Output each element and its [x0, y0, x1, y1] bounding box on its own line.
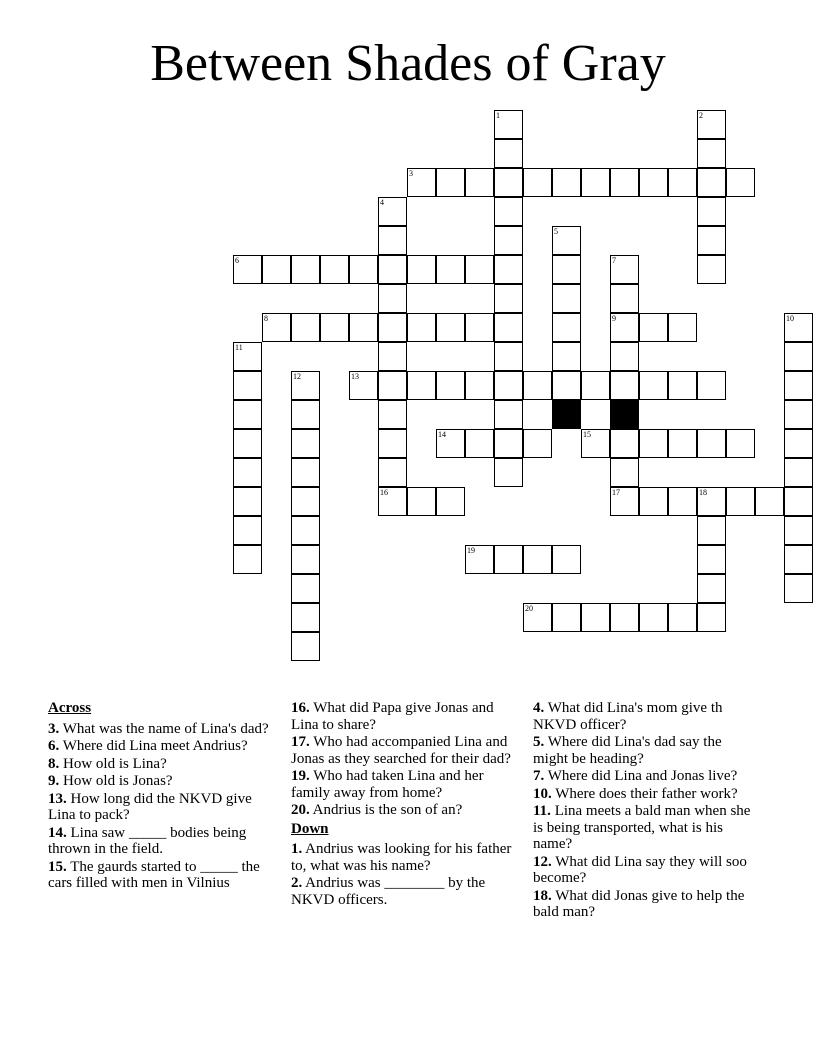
clue — [48, 773, 280, 790]
grid-cell[interactable] — [233, 545, 262, 574]
clue — [48, 756, 280, 773]
grid-cell[interactable] — [378, 197, 407, 226]
grid-cell[interactable] — [726, 487, 755, 516]
grid-cell[interactable] — [697, 168, 726, 197]
grid-cell[interactable] — [697, 487, 726, 516]
clue-number-label: 10. — [533, 785, 552, 802]
grid-cell[interactable] — [755, 487, 784, 516]
grid-cell[interactable] — [291, 255, 320, 284]
clue-text: Lina saw _____ bodies being thrown in the field. — [48, 824, 247, 857]
grid-cell[interactable] — [233, 429, 262, 458]
clue-number-label: 18. — [533, 887, 552, 904]
clue-number: 1 — [496, 111, 500, 120]
clue-number: 11 — [235, 343, 243, 352]
grid-cell[interactable] — [523, 545, 552, 574]
clue-number: 20 — [525, 604, 533, 613]
grid-cell[interactable] — [494, 197, 523, 226]
clue-text: How old is Jonas? — [59, 773, 173, 789]
grid-cell[interactable] — [581, 429, 610, 458]
grid-cell[interactable] — [407, 168, 436, 197]
grid-cell[interactable] — [378, 400, 407, 429]
grid-cell[interactable] — [291, 603, 320, 632]
grid-cell[interactable] — [697, 574, 726, 603]
clue-number: 4 — [380, 198, 384, 207]
grid-cell[interactable] — [784, 574, 813, 603]
clue-number-label: 20. — [291, 802, 310, 818]
grid-cell[interactable] — [784, 342, 813, 371]
clue-number-label: 1. — [291, 841, 303, 857]
clue-text: How long did the NKVD give Lina to pack? — [48, 790, 252, 823]
grid-cell[interactable] — [349, 313, 378, 342]
across-heading: Across — [48, 700, 92, 716]
grid-cell[interactable] — [233, 487, 262, 516]
grid-cell[interactable] — [320, 313, 349, 342]
clue-text: Where did Lina and Jonas live? — [544, 768, 738, 784]
grid-cell[interactable] — [291, 516, 320, 545]
clue — [291, 802, 521, 819]
black-square — [552, 400, 581, 429]
grid-cell[interactable] — [494, 139, 523, 168]
clue-text: Who had accompanied Lina and Jonas as they searched for their dad? — [291, 734, 511, 767]
grid-cell[interactable] — [610, 458, 639, 487]
grid-cell[interactable] — [726, 429, 755, 458]
grid-cell[interactable] — [291, 371, 320, 400]
grid-cell[interactable] — [726, 168, 755, 197]
clues-column-3 — [533, 700, 758, 922]
clue-text: How old is Lina? — [59, 755, 167, 772]
clue — [533, 768, 758, 785]
grid-cell[interactable] — [465, 313, 494, 342]
grid-cell[interactable] — [697, 429, 726, 458]
clue — [291, 700, 521, 733]
grid-cell[interactable] — [233, 516, 262, 545]
grid-cell[interactable] — [668, 371, 697, 400]
clues-column-1 — [48, 700, 280, 893]
grid-cell[interactable] — [639, 487, 668, 516]
clue — [533, 854, 758, 887]
grid-cell[interactable] — [697, 603, 726, 632]
grid-cell[interactable] — [349, 255, 378, 284]
grid-cell[interactable] — [378, 429, 407, 458]
grid-cell[interactable] — [291, 313, 320, 342]
clue-number: 12 — [293, 372, 301, 381]
grid-cell[interactable] — [610, 603, 639, 632]
grid-cell[interactable] — [378, 342, 407, 371]
grid-cell[interactable] — [436, 313, 465, 342]
grid-cell[interactable] — [233, 255, 262, 284]
grid-cell[interactable] — [784, 429, 813, 458]
grid-cell[interactable] — [610, 255, 639, 284]
clues-column-2 — [291, 700, 521, 909]
clue-text: What was the name of Lina's dad? — [59, 720, 269, 737]
grid-cell[interactable] — [697, 226, 726, 255]
grid-cell[interactable] — [668, 429, 697, 458]
clue-number: 9 — [612, 314, 616, 323]
grid-cell[interactable] — [784, 516, 813, 545]
clue-text: Who had taken Lina and her family away from home? — [291, 768, 484, 801]
grid-cell[interactable] — [784, 545, 813, 574]
clue-number: 13 — [351, 372, 359, 381]
grid-cell[interactable] — [494, 110, 523, 139]
grid-cell[interactable] — [610, 487, 639, 516]
grid-cell[interactable] — [436, 168, 465, 197]
grid-cell[interactable] — [552, 226, 581, 255]
black-square — [610, 400, 639, 429]
grid-cell[interactable] — [291, 632, 320, 661]
grid-cell[interactable] — [697, 139, 726, 168]
grid-cell[interactable] — [610, 284, 639, 313]
grid-cell[interactable] — [610, 371, 639, 400]
down-clue-list — [291, 841, 521, 908]
across-clue-list-continued — [291, 700, 521, 819]
clue-number-label: 4. — [533, 700, 545, 716]
grid-cell[interactable] — [349, 371, 378, 400]
grid-cell[interactable] — [523, 371, 552, 400]
grid-cell[interactable] — [697, 545, 726, 574]
grid-cell[interactable] — [233, 458, 262, 487]
clue-number-label: 12. — [533, 853, 552, 870]
grid-cell[interactable] — [233, 371, 262, 400]
clue-number-label: 15. — [48, 858, 67, 875]
clue-text: Lina meets a bald man when she is being transported, what is his name? — [533, 803, 751, 852]
grid-cell[interactable] — [465, 255, 494, 284]
grid-cell[interactable] — [784, 400, 813, 429]
grid-cell[interactable] — [697, 371, 726, 400]
clue-number-label: 5. — [533, 734, 545, 750]
clue — [533, 888, 758, 921]
grid-cell[interactable] — [784, 487, 813, 516]
grid-cell[interactable] — [494, 226, 523, 255]
clue-number: 3 — [409, 169, 413, 178]
clue-number: 19 — [467, 546, 475, 555]
grid-cell[interactable] — [697, 255, 726, 284]
grid-cell[interactable] — [494, 284, 523, 313]
grid-cell[interactable] — [378, 255, 407, 284]
grid-cell[interactable] — [668, 313, 697, 342]
clue-text: Andrius was ________ by the NKVD officers. — [291, 875, 486, 908]
grid-cell[interactable] — [465, 371, 494, 400]
grid-cell[interactable] — [494, 371, 523, 400]
grid-cell[interactable] — [378, 226, 407, 255]
clue-number: 18 — [699, 488, 707, 497]
clue-number-label: 9. — [48, 773, 60, 789]
grid-cell[interactable] — [494, 342, 523, 371]
grid-cell[interactable] — [639, 313, 668, 342]
clue — [48, 791, 280, 824]
grid-cell[interactable] — [233, 400, 262, 429]
grid-cell[interactable] — [552, 545, 581, 574]
clue-text: Where did Lina meet Andrius? — [59, 738, 248, 754]
grid-cell[interactable] — [494, 429, 523, 458]
grid-cell[interactable] — [581, 371, 610, 400]
clue-number: 7 — [612, 256, 616, 265]
grid-cell[interactable] — [639, 429, 668, 458]
clue — [533, 786, 758, 803]
clue-number: 16 — [380, 488, 388, 497]
grid-cell[interactable] — [639, 603, 668, 632]
grid-cell[interactable] — [552, 284, 581, 313]
grid-cell[interactable] — [581, 168, 610, 197]
grid-cell[interactable] — [494, 313, 523, 342]
grid-cell[interactable] — [436, 371, 465, 400]
grid-cell[interactable] — [697, 516, 726, 545]
grid-cell[interactable] — [581, 603, 610, 632]
grid-cell[interactable] — [784, 313, 813, 342]
clue-number: 2 — [699, 111, 703, 120]
grid-cell[interactable] — [378, 458, 407, 487]
clue-number-label: 8. — [48, 755, 60, 772]
clue-number: 5 — [554, 227, 558, 236]
grid-cell[interactable] — [291, 458, 320, 487]
clue-text: The gaurds started to _____ the cars filled with men in Vilnius — [48, 858, 260, 891]
grid-cell[interactable] — [407, 255, 436, 284]
grid-cell[interactable] — [610, 313, 639, 342]
grid-cell[interactable] — [697, 110, 726, 139]
grid-cell[interactable] — [378, 313, 407, 342]
grid-cell[interactable] — [610, 342, 639, 371]
grid-cell[interactable] — [262, 255, 291, 284]
grid-cell[interactable] — [378, 487, 407, 516]
grid-cell[interactable] — [465, 429, 494, 458]
grid-cell[interactable] — [523, 429, 552, 458]
grid-cell[interactable] — [291, 545, 320, 574]
clue-number-label: 13. — [48, 790, 67, 807]
clue-number-label: 17. — [291, 734, 310, 750]
clue-number-label: 7. — [533, 768, 545, 784]
clue-text: What did Lina say they will soo become? — [533, 853, 747, 886]
grid-cell[interactable] — [523, 168, 552, 197]
grid-cell[interactable] — [320, 255, 349, 284]
grid-cell[interactable] — [494, 545, 523, 574]
down-clue-list-continued — [533, 700, 758, 921]
grid-cell[interactable] — [436, 255, 465, 284]
grid-cell[interactable] — [552, 313, 581, 342]
clue-number-label: 11. — [533, 803, 551, 819]
grid-cell[interactable] — [610, 429, 639, 458]
grid-cell[interactable] — [784, 458, 813, 487]
clue — [48, 859, 280, 892]
grid-cell[interactable] — [668, 168, 697, 197]
clue — [48, 721, 280, 738]
grid-cell[interactable] — [436, 429, 465, 458]
clue — [291, 768, 521, 801]
grid-cell[interactable] — [552, 342, 581, 371]
grid-cell[interactable] — [262, 313, 291, 342]
clue-number: 14 — [438, 430, 446, 439]
clue — [291, 734, 521, 767]
grid-cell[interactable] — [494, 458, 523, 487]
clue-number: 10 — [786, 314, 794, 323]
clue-number: 15 — [583, 430, 591, 439]
clue-number-label: 2. — [291, 875, 303, 891]
clue-number-label: 16. — [291, 700, 310, 716]
clue-text: Where does their father work? — [551, 785, 738, 802]
grid-cell[interactable] — [494, 400, 523, 429]
clue-number: 17 — [612, 488, 620, 497]
clue-text: What did Lina's mom give th NKVD officer? — [533, 700, 723, 733]
grid-cell[interactable] — [465, 545, 494, 574]
grid-cell[interactable] — [552, 603, 581, 632]
grid-cell[interactable] — [378, 371, 407, 400]
grid-cell[interactable] — [784, 371, 813, 400]
grid-cell[interactable] — [291, 574, 320, 603]
clue-text: Andrius is the son of an? — [309, 802, 463, 818]
clue — [48, 738, 280, 755]
grid-cell[interactable] — [407, 487, 436, 516]
clue-text: Andrius was looking for his father to, what was his name? — [291, 841, 512, 874]
puzzle-title: Between Shades of Gray — [150, 35, 666, 92]
grid-cell[interactable] — [610, 168, 639, 197]
across-clue-list — [48, 721, 280, 892]
clue-number-label: 3. — [48, 720, 60, 737]
clue-number: 6 — [235, 256, 239, 265]
clue — [48, 825, 280, 858]
clue-number-label: 14. — [48, 824, 67, 841]
clue-text: What did Jonas give to help the bald man? — [533, 887, 745, 920]
grid-cell[interactable] — [233, 342, 262, 371]
clue — [291, 841, 521, 874]
clue — [533, 734, 758, 767]
grid-cell[interactable] — [668, 487, 697, 516]
clue — [533, 700, 758, 733]
grid-cell[interactable] — [465, 168, 494, 197]
down-heading: Down — [291, 820, 329, 837]
clue-number: 8 — [264, 314, 268, 323]
clue-number-label: 6. — [48, 738, 60, 754]
grid-cell[interactable] — [639, 168, 668, 197]
grid-cell[interactable] — [436, 487, 465, 516]
grid-cell[interactable] — [378, 284, 407, 313]
grid-cell[interactable] — [552, 255, 581, 284]
clue — [291, 875, 521, 908]
grid-cell[interactable] — [407, 313, 436, 342]
grid-cell[interactable] — [291, 400, 320, 429]
grid-cell[interactable] — [407, 371, 436, 400]
grid-cell[interactable] — [697, 197, 726, 226]
clue-text: Where did Lina's dad say the might be heading? — [533, 734, 722, 767]
clue-text: What did Papa give Jonas and Lina to share? — [291, 700, 494, 733]
grid-cell[interactable] — [552, 371, 581, 400]
grid-cell[interactable] — [552, 168, 581, 197]
grid-cell[interactable] — [639, 371, 668, 400]
grid-cell[interactable] — [523, 603, 552, 632]
grid-cell[interactable] — [291, 429, 320, 458]
clue — [533, 803, 758, 853]
grid-cell[interactable] — [494, 255, 523, 284]
grid-cell[interactable] — [668, 603, 697, 632]
clue-number-label: 19. — [291, 768, 310, 784]
grid-cell[interactable] — [291, 487, 320, 516]
grid-cell[interactable] — [494, 168, 523, 197]
